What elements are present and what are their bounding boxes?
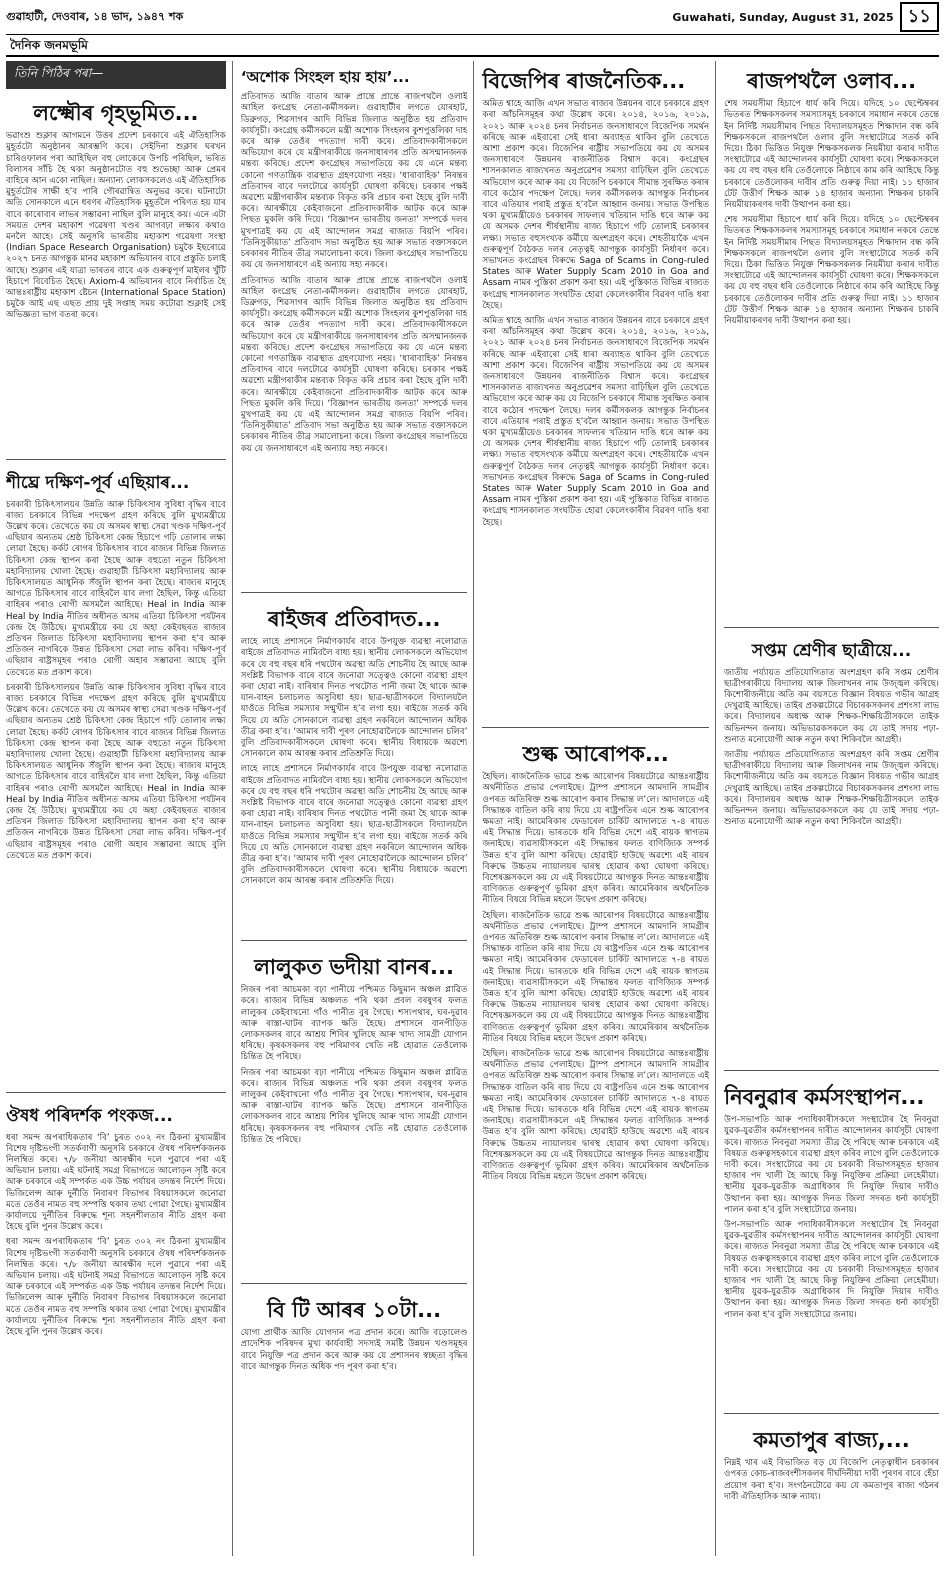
article-body: অমিত শ্বাহে আজি এখন সভাত ৰাজ্যৰ উন্নয়নৰ বাবে চৰকাৰে গ্ৰহণ কৰা আঁচনিসমূহৰ কথা উল্লেখ কৰে। ২০১৪, ২০১৬, ২০১৯, ২০২১ আৰু ২০২৪ চনৰ নিৰ্বাচনত জনসাধাৰণে বিজেপিক সমৰ্থন কৰিছে আৰু এইবাৰো সেই ধাৰা অব্যাহত থাকিব বুলি তেখেতে আশা প্ৰকাশ কৰে। বিজেপিৰ ৰাষ্ট্ৰীয় সভাপতিয়ে কয় যে অসমৰ জনসাধাৰণে উন্নয়নৰ ৰাজনীতিক বিশ্বাস কৰে। কংগ্ৰেছৰ শাসনকালত ৰাজ্যখনত অনুপ্ৰৱেশৰ সমস্যা বাঢ়িছিল বুলি তেখেতে অভিযোগ কৰে আৰু কয় যে বিজেপি চৰকাৰে সীমান্ত সুৰক্ষিত কৰাৰ বাবে কঠোৰ পদক্ষেপ লৈছে। দলৰ কৰ্মীসকলক আগন্তুক নিৰ্বাচনৰ বাবে এতিয়াৰ পৰাই প্ৰস্তুত হ’বলৈ আহ্বান জনায়। সভাত উপস্থিত থকা মুখ্যমন্ত্ৰীয়েও চৰকাৰৰ সাফল্যৰ খতিয়ান দাঙি ধৰে আৰু কয় যে অসমক দেশৰ শীৰ্ষস্থানীয় ৰাজ্য হিচাপে গঢ়ি তোলাই চৰকাৰৰ লক্ষ্য। সভাত বহুসংখ্যক কৰ্মীয়ে অংশগ্ৰহণ কৰে। শেহতীয়াকৈ এখন গুৰুত্বপূৰ্ণ বৈঠকত দলৰ নেতৃত্বই আগন্তুক কাৰ্যসূচী নিৰ্ধাৰণ কৰে। সভাখনত কংগ্ৰেছৰ বিৰুদ্ধে Saga of Scams in Cong-ruled States আৰু Water Supply Scam 2010 in Goa and Assam নামৰ পুস্তিকা প্ৰকাশ কৰা হয়। এই পুস্তিকাত বিভিন্ন ৰাজ্যত কংগ্ৰেছ শাসনকালত সংঘটিত হোৱা কেলেংকাৰীৰ বিৱৰণ দাঙি ধৰা হৈছে।: [482, 99, 710, 311]
article-body: প্ৰতিবাদত আজি বাতাৰ আৰু প্ৰান্তে প্ৰান্তে ৰাজপথলৈ ওলাই আহিল কংগ্ৰেছ নেতা-কৰ্মীসকল। গুৱাহাটীৰ লগতে যোৰহাট, ডিব্ৰুগড়, শিৱসাগৰ আদি বিভিন্ন জিলাত অনুষ্ঠিত হয় প্ৰতিবাদ কাৰ্যসূচী। কংগ্ৰেছ কৰ্মীসকলে মন্ত্ৰী অশোক সিংহলৰ কুশপুত্তলিকা দাহ কৰে আৰু তেওঁৰ পদত্যাগ দাবী কৰে। প্ৰতিবাদকাৰীসকলে অভিযোগ কৰে যে মন্ত্ৰীগৰাকীয়ে জনসাধাৰণৰ প্ৰতি অসন্মানজনক মন্তব্য কৰিছে। প্ৰদেশ কংগ্ৰেছৰ সভাপতিয়ে কয় যে এনে মন্তব্য কোনো গণতান্ত্ৰিক ব্যৱস্থাত গ্ৰহণযোগ্য নহয়। ‘ধাৰাবাহিক’ নিৰন্তৰ প্ৰতিবাদৰ বাবে দলটোৱে কাৰ্যসূচী ঘোষণা কৰিছে। চৰকাৰ পক্ষই অৱশ্যে মন্ত্ৰীগৰাকীৰ মন্তব্যক বিকৃত কৰি প্ৰচাৰ কৰা হৈছে বুলি দাবী কৰে। আৰক্ষীয়ে কেইবাজনো প্ৰতিবাদকাৰীক আটক কৰে আৰু পিছত মুকলি কৰি দিয়ে। ‘বিজ্ঞাপন ভাৰতীয় জনতা’ সম্পৰ্কে দলৰ মুখপাত্ৰই কয় যে এই আন্দোলন সমগ্ৰ ৰাজ্যত বিয়পি পৰিব। ‘তিনিসুকীয়াত’ প্ৰতিবাদ সভা অনুষ্ঠিত হয় আৰু সভাত বক্তাসকলে চৰকাৰৰ নীতিৰ তীব্ৰ সমালোচনা কৰে। জিলা কংগ্ৰেছৰ সভাপতিয়ে কয় যে জনসাধাৰণে এই অন্যায় সহ্য নকৰে।: [240, 92, 468, 271]
article-unemployed-jobs: [724, 1077, 939, 1407]
article-body: উপ-সভাপতি আৰু পদাধিকাৰীসকলে সংস্থাটোৰ হৈ নিবনুৱা যুৱক-যুৱতীৰ কৰ্মসংস্থাপনৰ দাবীত আন্দোলনৰ কাৰ্যসূচী ঘোষণা কৰে। ৰাজ্যত নিবনুৱা সমস্যা তীব্ৰ হৈ পৰিছে আৰু চৰকাৰে এই বিষয়ত গুৰুত্বসহকাৰে ব্যৱস্থা গ্ৰহণ কৰিব লাগে বুলি তেওঁলোকে দাবী কৰে। সংস্থাটোৱে কয় যে চৰকাৰী বিভাগসমূহত হাজাৰ হাজাৰ পদ খালী হৈ আছে কিন্তু নিযুক্তিৰ প্ৰক্ৰিয়া লেহেমীয়া। স্থানীয় যুৱক-যুৱতীক অগ্ৰাধিকাৰ দি নিযুক্তি দিয়াৰ দাবীও উত্থাপন কৰা হয়। আগন্তুক দিনত জিলা সদৰত ধৰ্না কাৰ্যসূচী পালন কৰা হ’ব বুলি সংস্থাটোৱে জনায়।: [724, 1219, 939, 1320]
article-body: জাতীয় পৰ্য্যায়ত প্ৰতিযোগিতাত অংশগ্ৰহণ কৰি সপ্তম শ্ৰেণীৰ ছাত্ৰীগৰাকীয়ে বিদ্যালয় আৰু জিলাখনৰ নাম উজ্জ্বল কৰিছে। কিশোৰীজনীয়ে অতি কম বয়সতে বিজ্ঞান বিষয়ত গভীৰ আগ্ৰহ দেখুৱাই আহিছে। তাইৰ প্ৰকল্পটোৱে বিচাৰকসকলৰ প্ৰশংসা লাভ কৰে। বিদ্যালয়ৰ অধ্যক্ষ আৰু শিক্ষক-শিক্ষয়িত্ৰীসকলে তাইক অভিনন্দন জনায়। অভিভাৱকসকলে কয় যে তাই সদায় পঢ়া-শুনাত মনোযোগী আৰু নতুন কথা শিকিবলৈ আগ্ৰহী।: [724, 749, 939, 828]
headline: সপ্তম শ্ৰেণীৰ ছাত্ৰীয়ে...: [751, 641, 912, 661]
continuation-banner: তিনি পিঠিৰ পৰা—: [6, 61, 226, 89]
divider: [6, 459, 226, 460]
divider: [724, 627, 939, 628]
article-ashok-singhal: [241, 61, 468, 586]
headline: ‘অশোক সিংহল হায় হায়’...: [240, 68, 410, 86]
article-body: হৈছিল। ৰাজনৈতিক ভাৱে শুল্ক আৰোপৰ বিষয়টোৱে আন্তঃৰাষ্ট্ৰীয় অৰ্থনীতিত প্ৰভাৱ পেলাইছে। ট্ৰাম্প প্ৰশাসনে আমদানি সামগ্ৰীৰ ওপৰত অতিৰিক্ত শুল্ক আৰোপ কৰাৰ সিদ্ধান্ত ল’লে। আদালতে এই সিদ্ধান্তক বাতিল কৰি ৰায় দিয়ে যে ৰাষ্ট্ৰপতিৰ এনে শুল্ক আৰোপৰ ক্ষমতা নাই। আমেৰিকাৰ ফেডাৰেল চাৰ্কিট আদালতে ৭-৪ ৰায়ত এই সিদ্ধান্ত দিয়ে। ভাৰতকে ধৰি বিভিন্ন দেশে এই ৰায়ক স্বাগতম জনাইছে। ব্যৱসায়ীসকলে এই সিদ্ধান্তৰ ফলত বাণিজ্যিক সম্পৰ্ক উন্নত হ’ব বুলি আশা কৰিছে। হোৱাইট হাউছে অৱশ্যে এই ৰায়ৰ বিৰুদ্ধে উচ্চতম ন্যায়ালয়ৰ দ্বাৰস্থ হোৱাৰ কথা ঘোষণা কৰিছে। বিশেষজ্ঞসকলে কয় যে এই বিষয়টোৱে আগন্তুক দিনত আন্তঃৰাষ্ট্ৰীয় বাণিজ্যত গুৰুত্বপূৰ্ণ ভূমিকা গ্ৰহণ কৰিব। আমেৰিকাৰ অৰ্থনৈতিক নীতিৰ বিষয়ে বিভিন্ন মহলে উদ্বেগ প্ৰকাশ কৰিছে।: [482, 1049, 710, 1183]
divider: [482, 727, 709, 728]
article-body: নিম্নই খাৰ এই বিভাজিত বড় যে বিজেপি নেতৃত্বাধীন চৰকাৰৰ ওপৰত কোচ-ৰাজবংশীসকলৰ দীৰ্ঘদিনীয়া দাবী পূৰণৰ বাবে হেঁচা প্ৰয়োগ কৰা হ’ব। সংগঠনটোৱে কয় যে কমতাপুৰ ৰাজ্য গঠনৰ দাবী ঐতিহাসিক আৰু ন্যায্য।: [724, 1458, 939, 1502]
headline: ৰাজপথলৈ ওলাব...: [746, 69, 917, 93]
article-body: চৰকাৰী চিকিৎসালয়ৰ উন্নতি আৰু চিকিৎসাৰ সুবিধা বৃদ্ধিৰ বাবে ৰাজ্য চৰকাৰে বিভিন্ন পদক্ষেপ গ্ৰহণ কৰিছে বুলি মুখ্যমন্ত্ৰীয়ে উল্লেখ কৰে। তেখেতে কয় যে অসমৰ স্বাস্থ্য সেৱা খণ্ডক দক্ষিণ-পূৰ্ব এছিয়াৰ অন্যতম শ্ৰেষ্ঠ চিকিৎসা কেন্দ্ৰ হিচাপে গঢ়ি তোলাৰ লক্ষ্য লোৱা হৈছে। কৰ্কট ৰোগৰ চিকিৎসাৰ বাবে ৰাজ্যৰ বিভিন্ন জিলাত চিকিৎসা কেন্দ্ৰ স্থাপন কৰা হৈছে আৰু বহুতো নতুন চিকিৎসা মহাবিদ্যালয় খোলা হৈছে। গুৱাহাটী চিকিৎসা মহাবিদ্যালয় আৰু চিকিৎসালয়ত আধুনিক সঁজুলি স্থাপন কৰা হৈছে। ৰাজ্যৰ মানুহে আগতে চিকিৎসাৰ বাবে বাহিৰলৈ যাব লগা হৈছিল, কিন্তু এতিয়া বাহিৰৰ পৰাও ৰোগী অসমলৈ আহিছে। Heal in India আৰু Heal by India নীতিৰ অধীনত অসম এতিয়া চিকিৎসা পৰ্যটনৰ কেন্দ্ৰ হৈ উঠিছে। মুখ্যমন্ত্ৰীয়ে কয় যে অহা কেইবছৰত ৰাজ্যৰ প্ৰতিখন জিলাত চিকিৎসা মহাবিদ্যালয় স্থাপন কৰা হ’ব আৰু প্ৰতিজন নাগৰিকে উন্নত চিকিৎসা সেৱা লাভ কৰিব। দক্ষিণ-পূৰ্ব এছিয়াৰ ৰাষ্ট্ৰসমূহৰ পৰাও ৰোগী অহাৰ সম্ভাৱনা আছে বুলি তেখেতে মত প্ৰকাশ কৰে।: [6, 682, 226, 861]
article-lucknow: [6, 93, 226, 453]
article-body: ধৰা সমন্দ অপৰাধিকতাৰ ‘বি’ চুৰত ৩০২ নং ঠিকনা মুখ্যমন্ত্ৰীৰ বিশেষ দৃষ্টিভংগী সতৰ্কবাণী অনুসৰি চৰকাৰে ঔষধ পৰিদৰ্শকজনক নিলম্বিত কৰে। ৭/৮ জনীয়া আৰক্ষীৰ দলে পুৱাৰে পৰা এই অভিযান চলায়। এই ঘটনাই সমগ্ৰ বিভাগতে আলোড়ন সৃষ্টি কৰে আৰু চৰকাৰে এই সম্পৰ্কত এক উচ্চ পৰ্যায়ৰ তদন্তৰ নিৰ্দেশ দিয়ে। ভিজিলেন্স আৰু দুৰ্নীতি নিবাৰণ বিভাগৰ বিষয়াসকলে জনোৱা মতে তেওঁৰ নামত বহু সম্পত্তি থকাৰ তথ্য পোৱা গৈছে। মুখ্যমন্ত্ৰীৰ কাৰ্যালয়ে দুৰ্নীতিৰ বিৰুদ্ধে শূন্য সহনশীলতাৰ নীতি গ্ৰহণ কৰা হৈছে বুলি পুনৰ উল্লেখ কৰে।: [6, 1237, 226, 1337]
article-body: শেষ সময়সীমা হিচাপে ধাৰ্য কৰি দিয়ে। যদিহে ১০ ছেপ্টেম্বৰৰ ভিতৰত শিক্ষকসকলৰ সমস্যাসমূহ চৰকাৰে সমাধান নকৰে তেন্তে ইন নিৰ্দিষ্ট সময়সীমাৰ পিছত বিদ্যালয়সমূহত শিক্ষাদান বন্ধ কৰি শিক্ষকসকলে ৰাজপথলৈ ওলাব বুলি সংস্থাটোৱে সতৰ্ক কৰি দিয়ে। ঠিকা ভিত্তিত নিযুক্ত শিক্ষকসকলক নিয়মীয়া কৰাৰ দাবীত সংস্থাটোৱে এই আন্দোলনৰ কাৰ্যসূচী ঘোষণা কৰে। শিক্ষকসকলে কয় যে বহু বছৰ ধৰি তেওঁলোকে নিষ্ঠাৰে কাম কৰি আহিছে কিন্তু চৰকাৰে তেওঁলোকৰ দাবীৰ প্ৰতি গুৰুত্ব দিয়া নাই। ১১ হাজাৰ টেট উত্তীৰ্ণ শিক্ষক আৰু ১৪ হাজাৰ অন্যান্য শিক্ষকৰ চাকৰি নিয়মীয়াকৰণৰ দাবী উত্থাপন কৰা হয়।: [724, 99, 939, 210]
article-body: লাহে লাহে প্ৰশাসনে নিৰ্মাণকাৰ্যৰ বাবে উপযুক্ত ব্যৱস্থা নলোৱাত ৰাইজে প্ৰতিবাদত নামিবলৈ বাধ্য হয়। স্থানীয় লোকসকলে অভিযোগ কৰে যে বহু বছৰ ধৰি পথটোৰ অৱস্থা অতি শোচনীয় হৈ আছে আৰু সংশ্লিষ্ট বিভাগক বাৰে বাৰে জনোৱা সত্ত্বেও কোনো ব্যৱস্থা গ্ৰহণ কৰা হোৱা নাই। বাৰিষাৰ দিনত পথটোত পানী জমা হৈ থাকে আৰু যান-বাহন চলাচলত অসুবিধা হয়। ছাত্ৰ-ছাত্ৰীসকলে বিদ্যালয়লৈ যাওঁতে বিভিন্ন সমস্যাৰ সন্মুখীন হ’ব লগা হয়। ৰাইজে সতৰ্ক কৰি দিয়ে যে অতি সোনকালে ব্যৱস্থা গ্ৰহণ নকৰিলে আন্দোলন অধিক তীব্ৰ কৰা হ’ব। ‘আমাৰ দাবী পূৰণ নোহোৱালৈকে আন্দোলন চলিব’ বুলি প্ৰতিবাদকাৰীসকলে ঘোষণা কৰে। স্থানীয় বিধায়কে অৱশ্যে সোনকালে কাম আৰম্ভ কৰাৰ প্ৰতিশ্ৰুতি দিয়ে।: [240, 637, 468, 760]
article-rajpath: [724, 61, 939, 621]
article-lalook-flood: [241, 947, 468, 1277]
article-body: শেষ সময়সীমা হিচাপে ধাৰ্য কৰি দিয়ে। যদিহে ১০ ছেপ্টেম্বৰৰ ভিতৰত শিক্ষকসকলৰ সমস্যাসমূহ চৰকাৰে সমাধান নকৰে তেন্তে ইন নিৰ্দিষ্ট সময়সীমাৰ পিছত বিদ্যালয়সমূহত শিক্ষাদান বন্ধ কৰি শিক্ষকসকলে ৰাজপথলৈ ওলাব বুলি সংস্থাটোৱে সতৰ্ক কৰি দিয়ে। ঠিকা ভিত্তিত নিযুক্ত শিক্ষকসকলক নিয়মীয়া কৰাৰ দাবীত সংস্থাটোৱে এই আন্দোলনৰ কাৰ্যসূচী ঘোষণা কৰে। শিক্ষকসকলে কয় যে বহু বছৰ ধৰি তেওঁলোকে নিষ্ঠাৰে কাম কৰি আহিছে কিন্তু চৰকাৰে তেওঁলোকৰ দাবীৰ প্ৰতি গুৰুত্ব দিয়া নাই। ১১ হাজাৰ টেট উত্তীৰ্ণ শিক্ষক আৰু ১৪ হাজাৰ অন্যান্য শিক্ষকৰ চাকৰি নিয়মীয়াকৰণৰ দাবী উত্থাপন কৰা হয়।: [724, 215, 939, 326]
header-date-english: Guwahati, Sunday, August 31, 2025: [672, 10, 894, 24]
article-seventh-grade-student: [724, 634, 939, 1064]
headline: শুল্ক আৰোপক...: [522, 742, 669, 766]
column-2: [241, 61, 475, 1556]
page-number: ১১: [900, 2, 939, 32]
article-btr: [241, 1290, 468, 1440]
article-body: যোগ্য প্ৰাৰ্থীক আজি যোগদান পত্ৰ প্ৰদান কৰে। আজি বড়োলেণ্ড প্ৰাদেশিক পৰিষদৰ মুখ্য কাৰ্যবাহী সদস্যই সমষ্টি উন্নয়ন খণ্ডসমূহৰ বাবে নিযুক্তি পত্ৰ প্ৰদান কৰে আৰু কয় যে প্ৰশাসনৰ স্বচ্ছতা বৃদ্ধিৰ বাবে আগন্তুক দিনত অধিক পদ পূৰণ কৰা হ’ব।: [240, 1328, 468, 1372]
article-public-protest: [241, 599, 468, 934]
headline: বিজেপিৰ ৰাজনৈতিক...: [482, 69, 686, 93]
divider: [6, 1092, 226, 1093]
article-southeast-asia: [6, 466, 226, 1086]
headline: কমতাপুৰ ৰাজ্য,...: [753, 1428, 910, 1452]
divider: [241, 1283, 468, 1284]
article-body: নিজৰ পৰা আচমকা বঢ়া পানীয়ে পশ্চিমত কিছুমান অঞ্চল প্লাৱিত কৰে। ৰাজ্যৰ বিভিন্ন অঞ্চলত পৰি থকা প্ৰবল বৰষুণৰ ফলত লালুকৰ কেইবাখনো গাঁও পানীত বুৰ গৈছে। শস্যপথাৰ, ঘৰ-দুৱাৰ আৰু ৰাস্তা-ঘাটৰ ব্যাপক ক্ষতি হৈছে। প্ৰশাসনে বানপীড়িত লোকসকলৰ বাবে আশ্ৰয় শিবিৰ খুলিছে আৰু খাদ্য সামগ্ৰী যোগান ধৰিছে। কৃষকসকলৰ বহু পৰিমাণৰ খেতি নষ্ট হোৱাত তেওঁলোক চিন্তিত হৈ পৰিছে।: [240, 985, 468, 1063]
article-body: হৈছিল। ৰাজনৈতিক ভাৱে শুল্ক আৰোপৰ বিষয়টোৱে আন্তঃৰাষ্ট্ৰীয় অৰ্থনীতিত প্ৰভাৱ পেলাইছে। ট্ৰাম্প প্ৰশাসনে আমদানি সামগ্ৰীৰ ওপৰত অতিৰিক্ত শুল্ক আৰোপ কৰাৰ সিদ্ধান্ত ল’লে। আদালতে এই সিদ্ধান্তক বাতিল কৰি ৰায় দিয়ে যে ৰাষ্ট্ৰপতিৰ এনে শুল্ক আৰোপৰ ক্ষমতা নাই। আমেৰিকাৰ ফেডাৰেল চাৰ্কিট আদালতে ৭-৪ ৰায়ত এই সিদ্ধান্ত দিয়ে। ভাৰতকে ধৰি বিভিন্ন দেশে এই ৰায়ক স্বাগতম জনাইছে। ব্যৱসায়ীসকলে এই সিদ্ধান্তৰ ফলত বাণিজ্যিক সম্পৰ্ক উন্নত হ’ব বুলি আশা কৰিছে। হোৱাইট হাউছে অৱশ্যে এই ৰায়ৰ বিৰুদ্ধে উচ্চতম ন্যায়ালয়ৰ দ্বাৰস্থ হোৱাৰ কথা ঘোষণা কৰিছে। বিশেষজ্ঞসকলে কয় যে এই বিষয়টোৱে আগন্তুক দিনত আন্তঃৰাষ্ট্ৰীয় বাণিজ্যত গুৰুত্বপূৰ্ণ ভূমিকা গ্ৰহণ কৰিব। আমেৰিকাৰ অৰ্থনৈতিক নীতিৰ বিষয়ে বিভিন্ন মহলে উদ্বেগ প্ৰকাশ কৰিছে।: [482, 910, 710, 1044]
column-1: [6, 61, 233, 1556]
headline: লালুকত ভদীয়া বানৰ...: [254, 955, 454, 979]
header-date-assamese: গুৱাহাটী, দেওবাৰ, ১৪ ভাদ, ১৯৪৭ শক: [6, 9, 184, 23]
headline: লক্ষ্মৌৰ গৃহভূমিত...: [33, 101, 199, 125]
article-body: প্ৰতিবাদত আজি বাতাৰ আৰু প্ৰান্তে প্ৰান্তে ৰাজপথলৈ ওলাই আহিল কংগ্ৰেছ নেতা-কৰ্মীসকল। গুৱাহাটীৰ লগতে যোৰহাট, ডিব্ৰুগড়, শিৱসাগৰ আদি বিভিন্ন জিলাত অনুষ্ঠিত হয় প্ৰতিবাদ কাৰ্যসূচী। কংগ্ৰেছ কৰ্মীসকলে মন্ত্ৰী অশোক সিংহলৰ কুশপুত্তলিকা দাহ কৰে আৰু তেওঁৰ পদত্যাগ দাবী কৰে। প্ৰতিবাদকাৰীসকলে অভিযোগ কৰে যে মন্ত্ৰীগৰাকীয়ে জনসাধাৰণৰ প্ৰতি অসন্মানজনক মন্তব্য কৰিছে। প্ৰদেশ কংগ্ৰেছৰ সভাপতিয়ে কয় যে এনে মন্তব্য কোনো গণতান্ত্ৰিক ব্যৱস্থাত গ্ৰহণযোগ্য নহয়। ‘ধাৰাবাহিক’ নিৰন্তৰ প্ৰতিবাদৰ বাবে দলটোৱে কাৰ্যসূচী ঘোষণা কৰিছে। চৰকাৰ পক্ষই অৱশ্যে মন্ত্ৰীগৰাকীৰ মন্তব্যক বিকৃত কৰি প্ৰচাৰ কৰা হৈছে বুলি দাবী কৰে। আৰক্ষীয়ে কেইবাজনো প্ৰতিবাদকাৰীক আটক কৰে আৰু পিছত মুকলি কৰি দিয়ে। ‘বিজ্ঞাপন ভাৰতীয় জনতা’ সম্পৰ্কে দলৰ মুখপাত্ৰই কয় যে এই আন্দোলন সমগ্ৰ ৰাজ্যত বিয়পি পৰিব। ‘তিনিসুকীয়াত’ প্ৰতিবাদ সভা অনুষ্ঠিত হয় আৰু সভাত বক্তাসকলে চৰকাৰৰ নীতিৰ তীব্ৰ সমালোচনা কৰে। জিলা কংগ্ৰেছৰ সভাপতিয়ে কয় যে জনসাধাৰণে এই অন্যায় সহ্য নকৰে।: [240, 275, 468, 454]
article-body: লাহে লাহে প্ৰশাসনে নিৰ্মাণকাৰ্যৰ বাবে উপযুক্ত ব্যৱস্থা নলোৱাত ৰাইজে প্ৰতিবাদত নামিবলৈ বাধ্য হয়। স্থানীয় লোকসকলে অভিযোগ কৰে যে বহু বছৰ ধৰি পথটোৰ অৱস্থা অতি শোচনীয় হৈ আছে আৰু সংশ্লিষ্ট বিভাগক বাৰে বাৰে জনোৱা সত্ত্বেও কোনো ব্যৱস্থা গ্ৰহণ কৰা হোৱা নাই। বাৰিষাৰ দিনত পথটোত পানী জমা হৈ থাকে আৰু যান-বাহন চলাচলত অসুবিধা হয়। ছাত্ৰ-ছাত্ৰীসকলে বিদ্যালয়লৈ যাওঁতে বিভিন্ন সমস্যাৰ সন্মুখীন হ’ব লগা হয়। ৰাইজে সতৰ্ক কৰি দিয়ে যে অতি সোনকালে ব্যৱস্থা গ্ৰহণ নকৰিলে আন্দোলন অধিক তীব্ৰ কৰা হ’ব। ‘আমাৰ দাবী পূৰণ নোহোৱালৈকে আন্দোলন চলিব’ বুলি প্ৰতিবাদকাৰীসকলে ঘোষণা কৰে। স্থানীয় বিধায়কে অৱশ্যে সোনকালে কাম আৰম্ভ কৰাৰ প্ৰতিশ্ৰুতি দিয়ে।: [240, 764, 468, 887]
page-header: [6, 0, 939, 34]
article-kamtapur: [724, 1420, 939, 1550]
article-drug-inspector: [6, 1099, 226, 1469]
article-body: নিজৰ পৰা আচমকা বঢ়া পানীয়ে পশ্চিমত কিছুমান অঞ্চল প্লাৱিত কৰে। ৰাজ্যৰ বিভিন্ন অঞ্চলত পৰি থকা প্ৰবল বৰষুণৰ ফলত লালুকৰ কেইবাখনো গাঁও পানীত বুৰ গৈছে। শস্যপথাৰ, ঘৰ-দুৱাৰ আৰু ৰাস্তা-ঘাটৰ ব্যাপক ক্ষতি হৈছে। প্ৰশাসনে বানপীড়িত লোকসকলৰ বাবে আশ্ৰয় শিবিৰ খুলিছে আৰু খাদ্য সামগ্ৰী যোগান ধৰিছে। কৃষকসকলৰ বহু পৰিমাণৰ খেতি নষ্ট হোৱাত তেওঁলোক চিন্তিত হৈ পৰিছে।: [240, 1067, 468, 1145]
divider: [241, 940, 468, 941]
headline: নিবনুৱাৰ কৰ্মসংস্থাপন...: [724, 1085, 925, 1109]
column-3: [482, 61, 716, 1556]
article-body: জাতীয় পৰ্য্যায়ত প্ৰতিযোগিতাত অংশগ্ৰহণ কৰি সপ্তম শ্ৰেণীৰ ছাত্ৰীগৰাকীয়ে বিদ্যালয় আৰু জিলাখনৰ নাম উজ্জ্বল কৰিছে। কিশোৰীজনীয়ে অতি কম বয়সতে বিজ্ঞান বিষয়ত গভীৰ আগ্ৰহ দেখুৱাই আহিছে। তাইৰ প্ৰকল্পটোৱে বিচাৰকসকলৰ প্ৰশংসা লাভ কৰে। বিদ্যালয়ৰ অধ্যক্ষ আৰু শিক্ষক-শিক্ষয়িত্ৰীসকলে তাইক অভিনন্দন জনায়। অভিভাৱকসকলে কয় যে তাই সদায় পঢ়া-শুনাত মনোযোগী আৰু নতুন কথা শিকিবলৈ আগ্ৰহী।: [724, 667, 939, 745]
divider: [724, 1070, 939, 1071]
article-body: অমিত শ্বাহে আজি এখন সভাত ৰাজ্যৰ উন্নয়নৰ বাবে চৰকাৰে গ্ৰহণ কৰা আঁচনিসমূহৰ কথা উল্লেখ কৰে। ২০১৪, ২০১৬, ২০১৯, ২০২১ আৰু ২০২৪ চনৰ নিৰ্বাচনত জনসাধাৰণে বিজেপিক সমৰ্থন কৰিছে আৰু এইবাৰো সেই ধাৰা অব্যাহত থাকিব বুলি তেখেতে আশা প্ৰকাশ কৰে। বিজেপিৰ ৰাষ্ট্ৰীয় সভাপতিয়ে কয় যে অসমৰ জনসাধাৰণে উন্নয়নৰ ৰাজনীতিক বিশ্বাস কৰে। কংগ্ৰেছৰ শাসনকালত ৰাজ্যখনত অনুপ্ৰৱেশৰ সমস্যা বাঢ়িছিল বুলি তেখেতে অভিযোগ কৰে আৰু কয় যে বিজেপি চৰকাৰে সীমান্ত সুৰক্ষিত কৰাৰ বাবে কঠোৰ পদক্ষেপ লৈছে। দলৰ কৰ্মীসকলক আগন্তুক নিৰ্বাচনৰ বাবে এতিয়াৰ পৰাই প্ৰস্তুত হ’বলৈ আহ্বান জনায়। সভাত উপস্থিত থকা মুখ্যমন্ত্ৰীয়েও চৰকাৰৰ সাফল্যৰ খতিয়ান দাঙি ধৰে আৰু কয় যে অসমক দেশৰ শীৰ্ষস্থানীয় ৰাজ্য হিচাপে গঢ়ি তোলাই চৰকাৰৰ লক্ষ্য। সভাত বহুসংখ্যক কৰ্মীয়ে অংশগ্ৰহণ কৰে। শেহতীয়াকৈ এখন গুৰুত্বপূৰ্ণ বৈঠকত দলৰ নেতৃত্বই আগন্তুক কাৰ্যসূচী নিৰ্ধাৰণ কৰে। সভাখনত কংগ্ৰেছৰ বিৰুদ্ধে Saga of Scams in Cong-ruled States আৰু Water Supply Scam 2010 in Goa and Assam নামৰ পুস্তিকা প্ৰকাশ কৰা হয়। এই পুস্তিকাত বিভিন্ন ৰাজ্যত কংগ্ৰেছ শাসনকালত সংঘটিত হোৱা কেলেংকাৰীৰ বিৱৰণ দাঙি ধৰা হৈছে।: [482, 316, 710, 528]
article-body: হৈছিল। ৰাজনৈতিক ভাৱে শুল্ক আৰোপৰ বিষয়টোৱে আন্তঃৰাষ্ট্ৰীয় অৰ্থনীতিত প্ৰভাৱ পেলাইছে। ট্ৰাম্প প্ৰশাসনে আমদানি সামগ্ৰীৰ ওপৰত অতিৰিক্ত শুল্ক আৰোপ কৰাৰ সিদ্ধান্ত ল’লে। আদালতে এই সিদ্ধান্তক বাতিল কৰি ৰায় দিয়ে যে ৰাষ্ট্ৰপতিৰ এনে শুল্ক আৰোপৰ ক্ষমতা নাই। আমেৰিকাৰ ফেডাৰেল চাৰ্কিট আদালতে ৭-৪ ৰায়ত এই সিদ্ধান্ত দিয়ে। ভাৰতকে ধৰি বিভিন্ন দেশে এই ৰায়ক স্বাগতম জনাইছে। ব্যৱসায়ীসকলে এই সিদ্ধান্তৰ ফলত বাণিজ্যিক সম্পৰ্ক উন্নত হ’ব বুলি আশা কৰিছে। হোৱাইট হাউছে অৱশ্যে এই ৰায়ৰ বিৰুদ্ধে উচ্চতম ন্যায়ালয়ৰ দ্বাৰস্থ হোৱাৰ কথা ঘোষণা কৰিছে। বিশেষজ্ঞসকলে কয় যে এই বিষয়টোৱে আগন্তুক দিনত আন্তঃৰাষ্ট্ৰীয় বাণিজ্যত গুৰুত্বপূৰ্ণ ভূমিকা গ্ৰহণ কৰিব। আমেৰিকাৰ অৰ্থনৈতিক নীতিৰ বিষয়ে বিভিন্ন মহলে উদ্বেগ প্ৰকাশ কৰিছে।: [482, 772, 710, 906]
divider: [724, 1413, 939, 1414]
article-body: উপ-সভাপতি আৰু পদাধিকাৰীসকলে সংস্থাটোৰ হৈ নিবনুৱা যুৱক-যুৱতীৰ কৰ্মসংস্থাপনৰ দাবীত আন্দোলনৰ কাৰ্যসূচী ঘোষণা কৰে। ৰাজ্যত নিবনুৱা সমস্যা তীব্ৰ হৈ পৰিছে আৰু চৰকাৰে এই বিষয়ত গুৰুত্বসহকাৰে ব্যৱস্থা গ্ৰহণ কৰিব লাগে বুলি তেওঁলোকে দাবী কৰে। সংস্থাটোৱে কয় যে চৰকাৰী বিভাগসমূহত হাজাৰ হাজাৰ পদ খালী হৈ আছে কিন্তু নিযুক্তিৰ প্ৰক্ৰিয়া লেহেমীয়া। স্থানীয় যুৱক-যুৱতীক অগ্ৰাধিকাৰ দি নিযুক্তি দিয়াৰ দাবীও উত্থাপন কৰা হয়। আগন্তুক দিনত জিলা সদৰত ধৰ্না কাৰ্যসূচী পালন কৰা হ’ব বুলি সংস্থাটোৱে জনায়।: [724, 1115, 939, 1215]
headline: শীঘ্ৰে দক্ষিণ-পূৰ্ব এছিয়াৰ...: [6, 473, 190, 493]
article-tariff: [482, 734, 709, 1494]
article-body: ভৱাংশু শুক্লাৰ আগমনে উত্তৰ প্ৰদেশ চৰকাৰে এই ঐতিহাসিক মুহূৰ্তটো অনুষ্ঠানৰ আৰম্ভণি কৰে। সেইদিনা শুক্লাৰ ঘৰখন চাৰিওফালৰ পৰা আহিছিল বহু লোকেৰে উপচি পৰিছিল, ভৰিত বিলাসৰ সাঁচি হৈ থকা অনুষ্ঠানটোত বহু শুভেচ্ছা আৰু প্ৰেমৰ বাহিৰে আন একো নাছিল। অন্যান্য লোকসকলেও এই ঐতিহাসিক মুহূৰ্তটোৰ সাক্ষী হ’ব পাৰি গৌৰৱান্বিত অনুভৱ কৰে। ঘটনাটো অতি সোনকালে এনে ধৰণৰ ঐতিহাসিক মুহূৰ্তলৈ পৰিণত হয় যাৰ বাবে কাৰোবাৰ লাভৰ সম্ভাৱনা নাছিল বুলি মানুহে কয়। এনে এটা সময়ত দেশৰ মহাকাশ গৱেষণা খণ্ডৰ আগবঢ়া লক্ষ্যৰ কথাও মনলৈ আহে। সেই অনুসৰি ভাৰতীয় মহাকাশ গৱেষণা সংস্থা (Indian Space Research Organisation) চমুকৈ ইছৰোৱে ২০২৭ চনত আগন্তুক মানৱ মহাকাশ অভিযানৰ বাবে প্ৰস্তুতি চলাই আছে। শুক্লাৰ এই যাত্ৰা ভাৰতৰ বাবে এক গুৰুত্বপূৰ্ণ মাইলৰ খুঁটি হিচাপে বিবেচিত হৈছে। Axiom-4 অভিযানৰ বাবে নিৰ্বাচিত হৈ আন্তঃৰাষ্ট্ৰীয় মহাকাশ ষ্টেচন (International Space Station) চমুকৈ আই এছ এছত প্ৰায় দুই সপ্তাহ সময় কটোৱা শুক্লাই সেই অভিজ্ঞতা ভাগ বতৰা কৰে।: [6, 131, 226, 321]
column-4: [724, 61, 939, 1556]
headline: ঔষধ পৰিদৰ্শক পংকজ...: [6, 1106, 173, 1126]
columns: [6, 61, 939, 1556]
article-body: চৰকাৰী চিকিৎসালয়ৰ উন্নতি আৰু চিকিৎসাৰ সুবিধা বৃদ্ধিৰ বাবে ৰাজ্য চৰকাৰে বিভিন্ন পদক্ষেপ গ্ৰহণ কৰিছে বুলি মুখ্যমন্ত্ৰীয়ে উল্লেখ কৰে। তেখেতে কয় যে অসমৰ স্বাস্থ্য সেৱা খণ্ডক দক্ষিণ-পূৰ্ব এছিয়াৰ অন্যতম শ্ৰেষ্ঠ চিকিৎসা কেন্দ্ৰ হিচাপে গঢ়ি তোলাৰ লক্ষ্য লোৱা হৈছে। কৰ্কট ৰোগৰ চিকিৎসাৰ বাবে ৰাজ্যৰ বিভিন্ন জিলাত চিকিৎসা কেন্দ্ৰ স্থাপন কৰা হৈছে আৰু বহুতো নতুন চিকিৎসা মহাবিদ্যালয় খোলা হৈছে। গুৱাহাটী চিকিৎসা মহাবিদ্যালয় আৰু চিকিৎসালয়ত আধুনিক সঁজুলি স্থাপন কৰা হৈছে। ৰাজ্যৰ মানুহে আগতে চিকিৎসাৰ বাবে বাহিৰলৈ যাব লগা হৈছিল, কিন্তু এতিয়া বাহিৰৰ পৰাও ৰোগী অসমলৈ আহিছে। Heal in India আৰু Heal by India নীতিৰ অধীনত অসম এতিয়া চিকিৎসা পৰ্যটনৰ কেন্দ্ৰ হৈ উঠিছে। মুখ্যমন্ত্ৰীয়ে কয় যে অহা কেইবছৰত ৰাজ্যৰ প্ৰতিখন জিলাত চিকিৎসা মহাবিদ্যালয় স্থাপন কৰা হ’ব আৰু প্ৰতিজন নাগৰিকে উন্নত চিকিৎসা সেৱা লাভ কৰিব। দক্ষিণ-পূৰ্ব এছিয়াৰ ৰাষ্ট্ৰসমূহৰ পৰাও ৰোগী অহাৰ সম্ভাৱনা আছে বুলি তেখেতে মত প্ৰকাশ কৰে।: [6, 499, 226, 678]
divider: [241, 592, 468, 593]
article-bjp-political: [482, 61, 709, 721]
brand-strip: দৈনিক জনমভূমি: [6, 34, 939, 57]
headline: ৰাইজৰ প্ৰতিবাদত...: [267, 607, 441, 631]
headline: বি টি আৰৰ ১০টা...: [267, 1298, 442, 1322]
article-body: ধৰা সমন্দ অপৰাধিকতাৰ ‘বি’ চুৰত ৩০২ নং ঠিকনা মুখ্যমন্ত্ৰীৰ বিশেষ দৃষ্টিভংগী সতৰ্কবাণী অনুসৰি চৰকাৰে ঔষধ পৰিদৰ্শকজনক নিলম্বিত কৰে। ৭/৮ জনীয়া আৰক্ষীৰ দলে পুৱাৰে পৰা এই অভিযান চলায়। এই ঘটনাই সমগ্ৰ বিভাগতে আলোড়ন সৃষ্টি কৰে আৰু চৰকাৰে এই সম্পৰ্কত এক উচ্চ পৰ্যায়ৰ তদন্তৰ নিৰ্দেশ দিয়ে। ভিজিলেন্স আৰু দুৰ্নীতি নিবাৰণ বিভাগৰ বিষয়াসকলে জনোৱা মতে তেওঁৰ নামত বহু সম্পত্তি থকাৰ তথ্য পোৱা গৈছে। মুখ্যমন্ত্ৰীৰ কাৰ্যালয়ে দুৰ্নীতিৰ বিৰুদ্ধে শূন্য সহনশীলতাৰ নীতি গ্ৰহণ কৰা হৈছে বুলি পুনৰ উল্লেখ কৰে।: [6, 1132, 226, 1233]
